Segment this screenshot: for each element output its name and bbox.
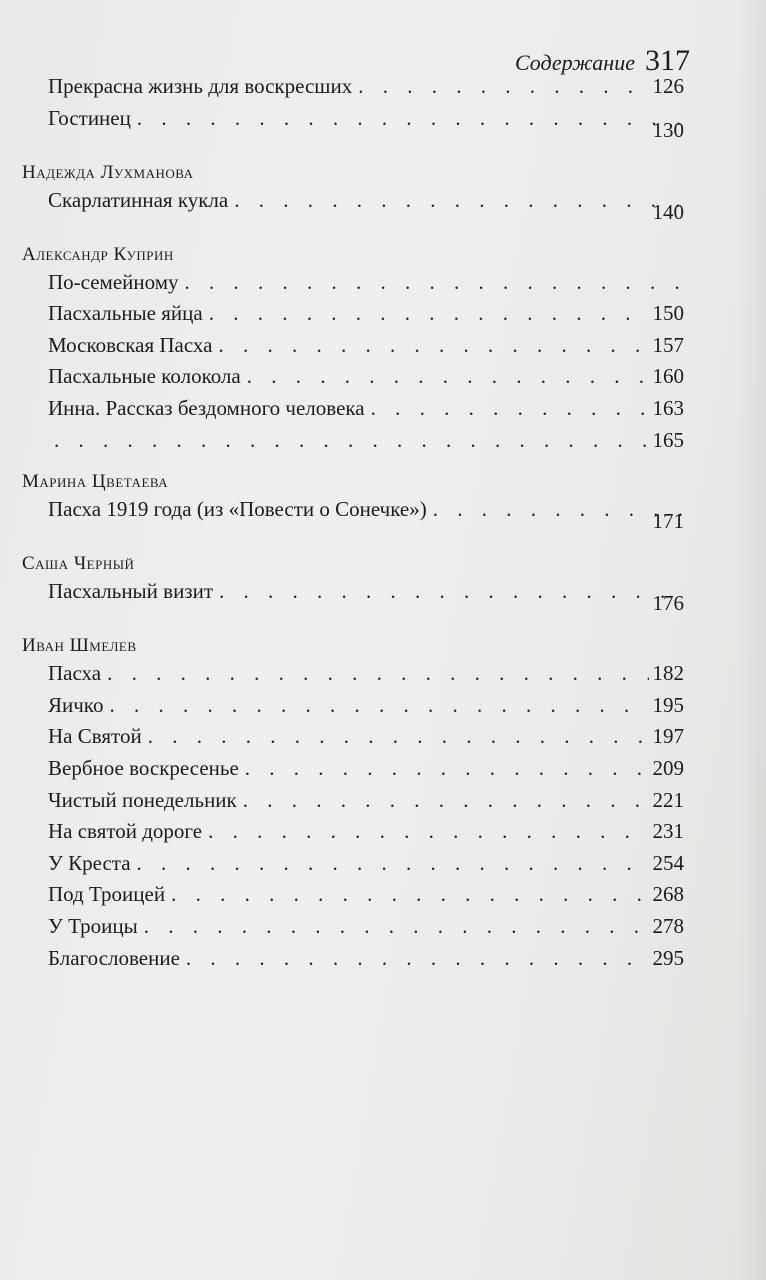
toc-entry [22,428,684,460]
entry-page-number: 163 [652,395,684,420]
toc-section [22,467,684,541]
entry-page-number: 278 [652,913,684,938]
entry-title: У Троицы [48,913,138,938]
entry-page-number: 150 [652,301,684,326]
leader-dots [237,788,649,813]
entry-title: На Святой [48,724,142,749]
entry-title: Пасха 1919 года (из «Повести о Сонечке») [48,497,427,522]
leader-dots [239,756,649,781]
entry-title: Чистый понедельник [48,787,237,812]
section-title: Содержание [514,50,635,75]
toc-entry [22,661,684,693]
author-name: Саша Черный [22,553,135,575]
entry-page-number: 231 [652,819,684,844]
leader-dots [48,428,649,453]
entry-title: Под Троицей [48,882,166,907]
author-name: Иван Шмелев [22,635,137,657]
toc-entry [22,333,684,365]
entry-title: Пасхальные колокола [48,364,241,389]
toc-section [22,631,684,977]
leader-dots [131,106,684,131]
toc-entry [22,756,684,788]
toc-section [22,158,684,232]
leader-dots [165,882,648,907]
toc-entry [22,497,684,541]
leader-dots [212,333,648,358]
entry-title: Пасхальные яйца [48,301,203,326]
entry-page-number: 209 [652,755,684,780]
page-number: 317 [645,44,690,77]
entry-page-number: 171 [652,509,684,534]
leader-dots [365,396,649,421]
author-name: Александр Куприн [22,243,174,265]
leader-dots [138,914,649,939]
toc-section [22,240,684,460]
page-edge-shadow [736,0,766,1280]
toc-entry [22,188,684,232]
leader-dots [241,364,649,389]
toc-entry [22,301,684,333]
toc-entry [22,106,684,150]
entry-title: Прекрасна жизнь для воскресших [48,74,353,98]
entry-title: Благословение [48,945,180,970]
leader-dots [203,301,649,326]
leader-dots [180,946,649,971]
table-of-contents [22,74,684,977]
entry-page-number: 254 [652,850,684,875]
entry-page-number: 221 [652,787,684,812]
leader-dots [179,270,680,295]
entry-title: Пасха [48,661,102,686]
toc-entry [22,882,684,914]
leader-dots [131,851,649,876]
entry-title: У Креста [48,850,131,875]
toc-section [22,74,684,150]
leader-dots [427,497,684,522]
entry-title: Инна. Рассказ бездомного человека [48,395,365,420]
toc-section [22,549,684,623]
entry-title: Гостинец [48,105,131,130]
toc-entry [22,946,684,978]
entry-title: На святой дороге [48,819,203,844]
author-name: Марина Цветаева [22,471,169,493]
leader-dots [142,724,649,749]
toc-entry [22,396,684,428]
entry-title: Вербное воскресенье [48,755,239,780]
toc-entry [22,74,684,106]
toc-entry [22,724,684,756]
entry-page-number: 157 [652,332,684,357]
entry-page-number: 160 [652,364,684,389]
entry-page-number: 140 [652,199,684,224]
entry-page-number: 165 [652,427,684,452]
toc-entry [22,579,684,623]
leader-dots [202,819,648,844]
toc-entry [22,270,684,302]
leader-dots [103,693,648,718]
toc-entry [22,364,684,396]
entry-title: Скарлатинная кукла [48,187,229,212]
entry-page-number: 126 [652,74,684,98]
entry-title: Московская Пасха [48,332,213,357]
toc-entry [22,914,684,946]
entry-title: Яичко [48,692,104,717]
entry-title: По-семейному [48,269,179,294]
entry-page-number: 268 [652,882,684,907]
entry-page-number: 182 [652,661,684,686]
entry-title: Пасхальный визит [48,579,214,604]
toc-entry [22,819,684,851]
entry-page-number: 176 [652,591,684,616]
running-head [515,44,690,78]
leader-dots [101,661,648,686]
toc-entry [22,851,684,883]
entry-page-number: 197 [652,724,684,749]
leader-dots [213,579,684,604]
entry-page-number: 130 [652,117,684,142]
entry-page-number: 295 [652,945,684,970]
toc-entry [22,693,684,725]
toc-entry [22,788,684,820]
leader-dots [352,74,648,99]
author-name: Надежда Лухманова [22,161,194,183]
leader-dots [228,188,684,213]
entry-page-number: 195 [652,692,684,717]
